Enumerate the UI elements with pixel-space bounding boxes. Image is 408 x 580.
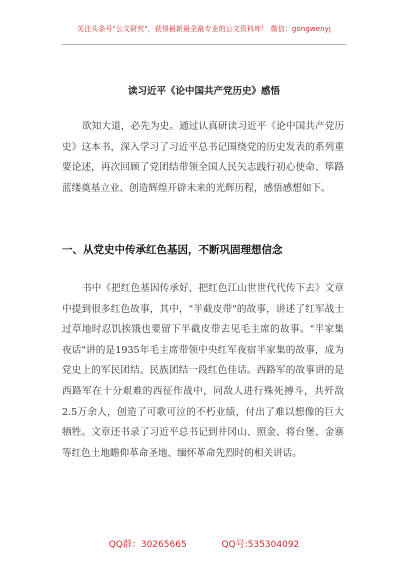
intro-paragraph: 欲知大道，必先为史。通过认真研读习近平《论中国共产党历史》这本书，深入学习了习近平总书记围绕党的历史发表的系列重要论述，再次回顾了党团结带领全国人民矢志践行初心使命、筚路蓝缕奠基立业、创造辉煌开辟未来的光辉历程，感悟感想如下。 [62,121,344,194]
document-title: 读习近平《论中国共产党历史》感悟 [127,86,280,97]
footer [0,537,408,550]
footer-qq-group: QQ群：30265665 [108,540,187,550]
header-banner: 关注头条号"公文研究"，获得最新最全最专业的公文资料库！ 微信：gongwenyj [77,25,331,33]
header-divider [62,44,346,45]
section-body-paragraph: 书中《把红色基因传承好，把红色江山世世代代传下去》文章中提到很多红色故事，其中，"半截皮带"的故事，讲述了红军战士过草地时忍饥挨饿也要留下半截皮带去见毛主席的故事。"半家集夜话"讲的是1935年毛主席带领中央红军夜宿半家集的故事，成为党史上的军民团结、民族团结一段红色佳话。西路军的故事讲的是西路军在十分艰难的西征作战中，同敌人进行殊死搏斗，共歼敌2.5万余人，创造了可歌可泣的不朽业绩，付出了难以想像的巨大牺牲。文章还书录了习近平总书记到井冈山、照金、将台堡、金寨等红色土地瞻仰革命圣地、缅怀革命先烈时的相关讲话。 [62,283,344,459]
footer-qq-number: QQ号:535304092 [221,540,300,550]
section-heading: 一、从党史中传承红色基因，不断巩固理想信念 [62,244,283,256]
